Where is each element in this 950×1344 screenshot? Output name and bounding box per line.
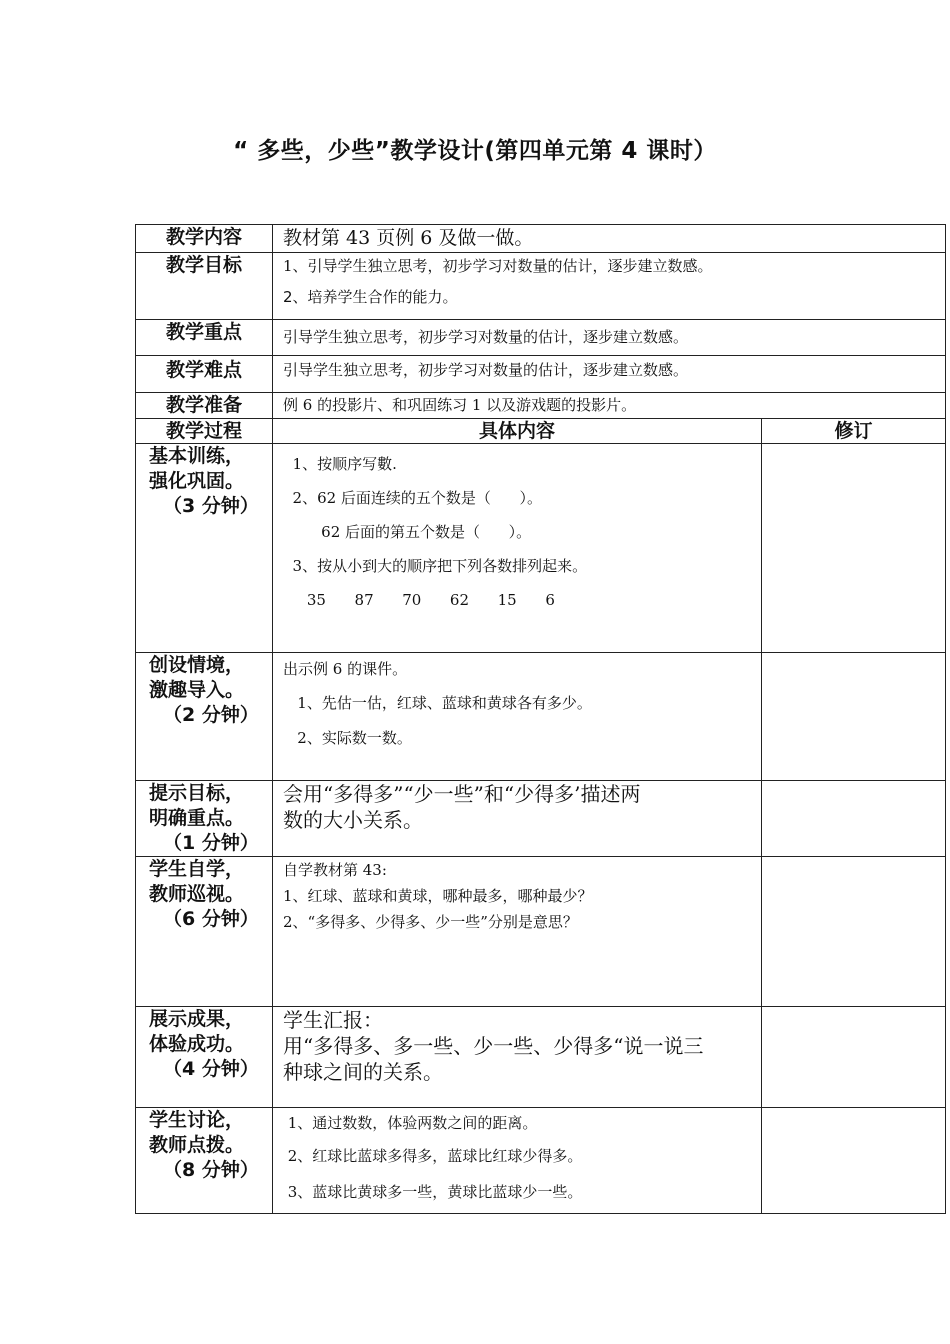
phase-name: 创设情境， 激趣导入。 （2 分钟） (136, 653, 273, 781)
phase-name: 展示成果， 体验成功。 （4 分钟） (136, 1007, 273, 1108)
phase-content: 1、通过数数，体验两数之间的距离。 2、红球比蓝球多得多，蓝球比红球少得多。 3、蓝球比黄球多一些，黄球比蓝球少一些。 (273, 1108, 762, 1214)
value-teaching-content: 教材第 43 页例 6 及做一做。 (273, 225, 946, 253)
phase-name: 学生自学， 教师巡视。 （6 分钟） (136, 857, 273, 1007)
phase-revision (762, 653, 946, 781)
value-difficulty: 引导学生独立思考，初步学习对数量的估计，逐步建立数感。 (273, 356, 946, 393)
phase-name: 基本训练， 强化巩固。 （3 分钟） (136, 444, 273, 653)
phase-revision (762, 444, 946, 653)
phase-row (136, 1007, 946, 1108)
row-difficulty (136, 356, 946, 393)
phase-revision (762, 1108, 946, 1214)
value-key-points: 引导学生独立思考，初步学习对数量的估计，逐步建立数感。 (273, 320, 946, 356)
header-content: 具体内容 (273, 419, 762, 444)
phase-content: 会用“多得多”“少一些”和“少得多’描述两 数的大小关系。 (273, 781, 762, 857)
label-teaching-goals: 教学目标 (136, 253, 273, 320)
row-preparation (136, 393, 946, 419)
phase-content: 1、按顺序写數. 2、62 后面连续的五个数是（ ）。 62 后面的第五个数是（ ）。 3、按从小到大的顺序把下列各数排列起来。 35 87 70 62 15 6 (273, 444, 762, 653)
phase-row (136, 781, 946, 857)
label-teaching-content: 教学内容 (136, 225, 273, 253)
phase-row (136, 444, 946, 653)
lesson-plan-table (135, 224, 946, 1214)
phase-row (136, 857, 946, 1007)
goal-item: 2、培养学生合作的能力。 (283, 288, 458, 306)
row-teaching-goals (136, 253, 946, 320)
phase-name: 提示目标， 明确重点。 （1 分钟） (136, 781, 273, 857)
header-revision: 修订 (762, 419, 946, 444)
phase-content: 出示例 6 的课件。 1、先估一估，红球、蓝球和黄球各有多少。 2、实际数一数。 (273, 653, 762, 781)
phase-content: 自学教材第 43: 1、红球、蓝球和黄球，哪种最多，哪种最少？ 2、“多得多、少得多、少一些”分别是意思？ (273, 857, 762, 1007)
row-process-header (136, 419, 946, 444)
goal-item: 1、引导学生独立思考，初步学习对数量的估计，逐步建立数感。 (283, 257, 713, 275)
row-teaching-content (136, 225, 946, 253)
phase-revision (762, 781, 946, 857)
label-key-points: 教学重点 (136, 320, 273, 356)
label-difficulty: 教学难点 (136, 356, 273, 393)
phase-name: 学生讨论， 教师点拨。 （8 分钟） (136, 1108, 273, 1214)
row-key-points (136, 320, 946, 356)
label-preparation: 教学准备 (136, 393, 273, 419)
phase-row (136, 1108, 946, 1214)
value-teaching-goals (273, 253, 946, 320)
value-preparation: 例 6 的投影片、和巩固练习 1 以及游戏题的投影片。 (273, 393, 946, 419)
phase-content: 学生汇报： 用“多得多、多一些、少一些、少得多“说一说三 种球之间的关系。 (273, 1007, 762, 1108)
phase-revision (762, 1007, 946, 1108)
phase-row (136, 653, 946, 781)
document-title: “ 多些，少些”教学设计(第四单元第 4 课时） (233, 138, 717, 164)
header-process: 教学过程 (136, 419, 273, 444)
phase-revision (762, 857, 946, 1007)
